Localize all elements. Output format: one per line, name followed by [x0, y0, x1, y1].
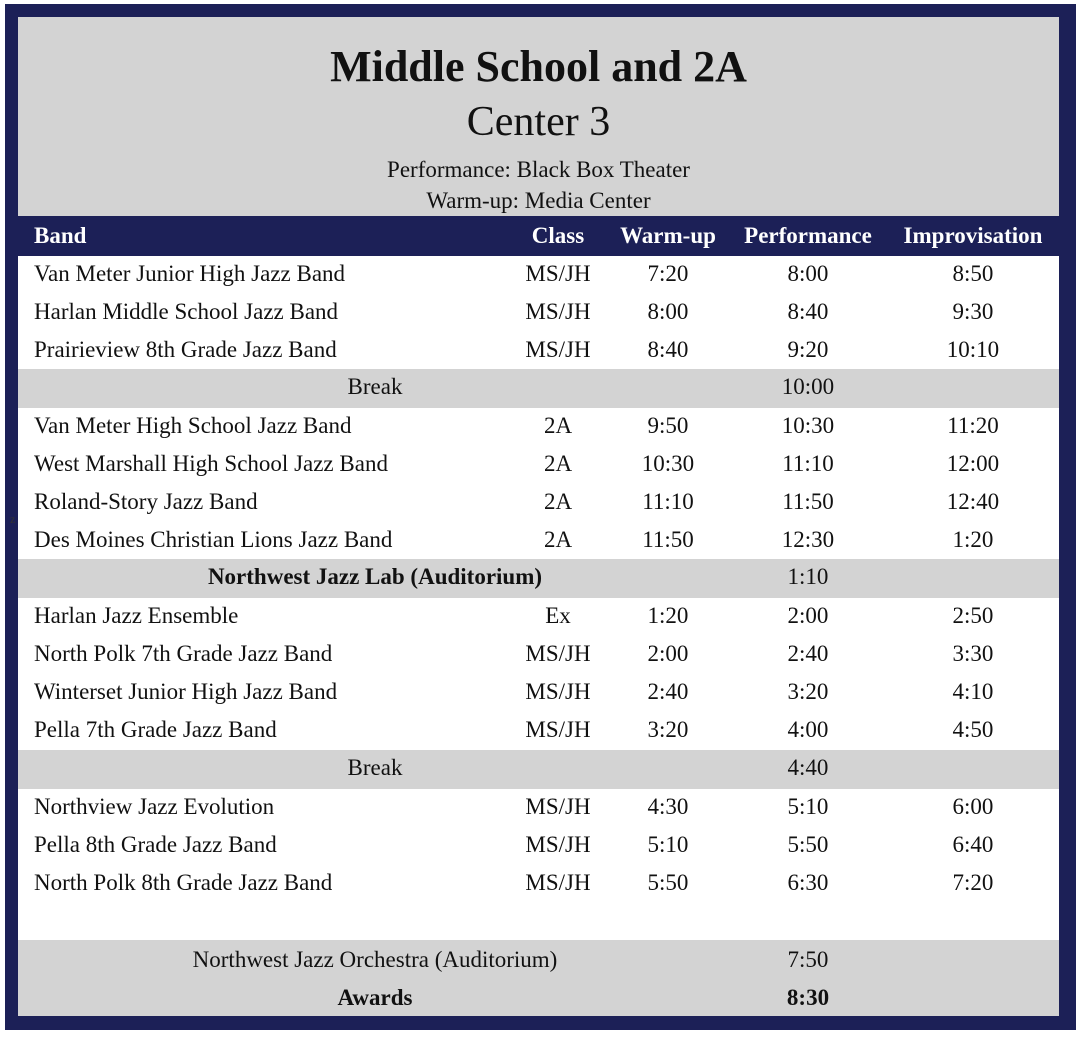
column-header-performance: Performance	[744, 223, 872, 248]
band-class: Ex	[545, 603, 571, 628]
improvisation-time: 8:50	[952, 261, 994, 286]
warmup-time: 2:40	[647, 679, 689, 704]
band-class: MS/JH	[525, 794, 591, 819]
performance-time: 11:10	[782, 451, 834, 476]
warmup-time: 2:00	[647, 641, 689, 666]
break-label: Break	[347, 755, 403, 780]
band-class: MS/JH	[525, 717, 591, 742]
band-name: Harlan Jazz Ensemble	[34, 603, 239, 628]
break-row	[18, 750, 1059, 789]
column-header-row	[18, 216, 1059, 256]
special-event-row	[18, 559, 1059, 598]
band-class: 2A	[543, 451, 573, 476]
page-title: Middle School and 2A	[330, 42, 747, 91]
warmup-time: 10:30	[641, 451, 695, 476]
band-name: North Polk 7th Grade Jazz Band	[34, 641, 333, 666]
performance-location: Performance: Black Box Theater	[387, 157, 690, 182]
table-row	[18, 674, 1059, 712]
improvisation-time: 12:00	[946, 451, 1000, 476]
band-name: Winterset Junior High Jazz Band	[34, 679, 338, 704]
improvisation-time: 11:20	[947, 413, 999, 438]
band-name: Van Meter Junior High Jazz Band	[34, 261, 346, 286]
performance-time: 5:10	[787, 794, 829, 819]
band-name: Northview Jazz Evolution	[34, 794, 275, 819]
performance-time: 10:30	[781, 413, 835, 438]
break-label: Break	[347, 374, 403, 399]
table-row	[18, 865, 1059, 903]
performance-time: 11:50	[782, 489, 834, 514]
warmup-time: 8:40	[647, 337, 689, 362]
awards-time: 8:30	[786, 985, 830, 1010]
warmup-time: 4:30	[647, 794, 689, 819]
table-row	[18, 408, 1059, 446]
band-class: MS/JH	[525, 832, 591, 857]
warmup-time: 8:00	[647, 299, 689, 324]
warmup-time: 1:20	[647, 603, 689, 628]
band-class: MS/JH	[525, 679, 591, 704]
warmup-time: 9:50	[647, 413, 689, 438]
band-name: Pella 7th Grade Jazz Band	[34, 717, 277, 742]
improvisation-time: 6:00	[952, 794, 994, 819]
column-header-improvisation: Improvisation	[903, 223, 1043, 248]
improvisation-time: 2:50	[952, 603, 994, 628]
improvisation-time: 7:20	[952, 870, 994, 895]
warmup-time: 7:20	[647, 261, 689, 286]
warmup-time: 11:10	[642, 489, 694, 514]
band-name: Des Moines Christian Lions Jazz Band	[34, 527, 393, 552]
improvisation-time: 4:50	[952, 717, 994, 742]
warmup-time: 5:50	[647, 870, 689, 895]
break-row	[18, 369, 1059, 408]
special-event-time: 1:10	[787, 564, 829, 589]
schedule-header	[18, 17, 1059, 216]
band-name: West Marshall High School Jazz Band	[34, 451, 388, 476]
warmup-time: 11:50	[642, 527, 694, 552]
schedule-table-body	[18, 256, 1059, 1016]
warmup-time: 3:20	[647, 717, 689, 742]
improvisation-time: 9:30	[952, 299, 994, 324]
performance-time: 2:40	[787, 641, 829, 666]
table-row	[18, 712, 1059, 750]
table-row	[18, 484, 1059, 522]
band-name: Pella 8th Grade Jazz Band	[34, 832, 277, 857]
band-class: MS/JH	[525, 870, 591, 895]
awards-label: Awards	[337, 985, 413, 1010]
improvisation-time: 10:10	[946, 337, 1000, 362]
warmup-time: 5:10	[647, 832, 689, 857]
special-event-label: Northwest Jazz Orchestra (Auditorium)	[192, 947, 558, 972]
table-row	[18, 789, 1059, 827]
performance-time: 2:00	[787, 603, 829, 628]
stray-mark: z	[10, 512, 16, 526]
table-row	[18, 827, 1059, 865]
table-row	[18, 446, 1059, 484]
band-class: 2A	[543, 489, 573, 514]
table-row	[18, 636, 1059, 674]
band-name: Prairieview 8th Grade Jazz Band	[34, 337, 337, 362]
table-row	[18, 294, 1059, 332]
page-subtitle: Center 3	[466, 99, 611, 145]
band-name: Harlan Middle School Jazz Band	[34, 299, 339, 324]
special-event-time: 7:50	[787, 947, 829, 972]
band-name: Roland-Story Jazz Band	[34, 489, 258, 514]
performance-time: 4:00	[787, 717, 829, 742]
column-header-band: Band	[34, 223, 87, 248]
table-row	[18, 256, 1059, 294]
band-class: MS/JH	[525, 299, 591, 324]
improvisation-time: 6:40	[952, 832, 994, 857]
improvisation-time: 12:40	[946, 489, 1000, 514]
column-header-warmup: Warm-up	[620, 223, 716, 248]
special-event-label: Northwest Jazz Lab (Auditorium)	[207, 564, 543, 589]
band-name: North Polk 8th Grade Jazz Band	[34, 870, 333, 895]
break-time: 4:40	[787, 755, 829, 780]
performance-time: 6:30	[787, 870, 829, 895]
improvisation-time: 1:20	[952, 527, 994, 552]
performance-time: 8:00	[787, 261, 829, 286]
improvisation-time: 4:10	[952, 679, 994, 704]
performance-time: 12:30	[781, 527, 835, 552]
performance-time: 8:40	[787, 299, 829, 324]
warmup-location: Warm-up: Media Center	[426, 188, 651, 213]
band-class: MS/JH	[525, 337, 591, 362]
closing-events-block	[18, 940, 1059, 1016]
performance-time: 5:50	[787, 832, 829, 857]
performance-time: 9:20	[787, 337, 829, 362]
table-row	[18, 522, 1059, 560]
band-class: MS/JH	[525, 261, 591, 286]
break-time: 10:00	[781, 374, 835, 399]
band-name: Van Meter High School Jazz Band	[34, 413, 352, 438]
improvisation-time: 3:30	[952, 641, 994, 666]
performance-time: 3:20	[787, 679, 829, 704]
table-row	[18, 332, 1059, 370]
band-class: 2A	[543, 527, 573, 552]
band-class: 2A	[543, 413, 573, 438]
column-header-class: Class	[531, 223, 585, 248]
band-class: MS/JH	[525, 641, 591, 666]
table-row	[18, 598, 1059, 636]
